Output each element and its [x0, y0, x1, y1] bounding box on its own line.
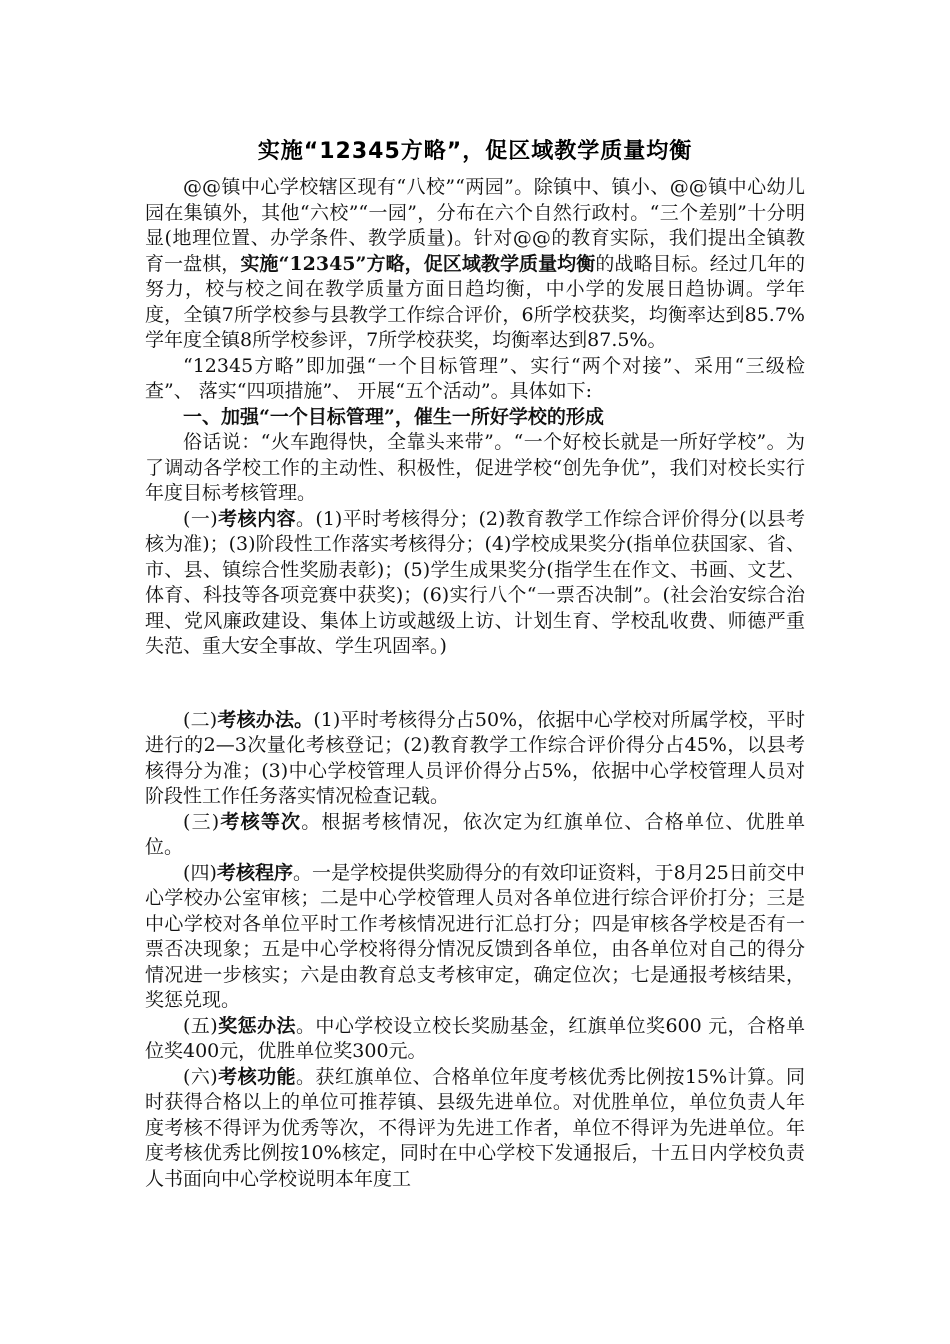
item-4-heading: 考核程序: [216, 861, 294, 884]
item-6-heading: 考核功能: [217, 1065, 296, 1088]
item-assessment-function: [145, 1065, 805, 1193]
item-assessment-method: [145, 708, 805, 810]
intro-text-a: @@镇中心学校辖区现有“八校”“两园”。除镇中、镇小、@@镇中心幼儿园在集镇外，其他“六校”“一园”，分布在六个自然行政村。“三个差别”十分明显(地理位置、办学条件、教学质量)。针对@@的教育实际，我们提出全镇教育一盘棋，: [145, 176, 805, 275]
item-assessment-content: [145, 507, 805, 660]
item-1-number: (一): [183, 507, 218, 530]
item-5-body: 。中心学校设立校长奖励基金，红旗单位奖600 元，合格单位奖400元，优胜单位奖300元。: [145, 1014, 805, 1062]
intro-text-c: 的战略目标。经过几年的努力，校与校之间在教学质量方面日趋均衡，中小学的发展日趋协调。学年度，全镇7所学校参与县教学工作综合评价，6所学校获奖，均衡率达到85.7%学年度全镇8所学校参评，7所学校获奖，均衡率达到87.5%。: [145, 252, 805, 351]
item-1-body: 。(1)平时考核得分；(2)教育教学工作综合评价得分(以县考核为准)；(3)阶段性工作落实考核得分；(4)学校成果奖分(指单位获国家、省、市、县、镇综合性奖励表彰)；(5)学生成果奖分(指学生在作文、书画、文艺、体育、科技等各项竞赛中获奖)；(6)实行八个“一票否决制”。(社会治安综合治理、党风廉政建设、集体上访或越级上访、计划生育、学校乱收费、师德严重失范、重大安全事故、学生巩固率。): [145, 507, 805, 657]
paragraph-saying: 俗话说：“火车跑得快，全靠头来带”。“一个好校长就是一所好学校”。为了调动各学校工作的主动性、积极性，促进学校“创先争优”，我们对校长实行年度目标考核管理。: [145, 431, 805, 504]
item-1-heading: 考核内容: [217, 507, 296, 530]
item-3-number: (三): [183, 810, 220, 833]
item-2-heading: 考核办法。: [217, 708, 314, 731]
document-title: 实施“12345方略”，促区域教学质量均衡: [257, 139, 693, 164]
intro-strategy-bold: 实施“12345”方略，促区域教学质量均衡: [240, 252, 596, 275]
paragraph-intro: [145, 175, 805, 354]
item-5-heading: 奖惩办法: [217, 1014, 296, 1037]
item-3-heading: 考核等次: [219, 810, 302, 833]
item-5-number: (五): [183, 1014, 218, 1037]
item-2-body: (1)平时考核得分占50%，依据中心学校对所属学校，平时进行的2—3次量化考核登记；(2)教育教学工作综合评价得分占45%，以县考核得分为准；(3)中心学校管理人员评价得分占5%，依据中心学校管理人员对阶段性工作任务落实情况检查记载。: [145, 708, 805, 807]
item-6-number: (六): [183, 1065, 218, 1088]
item-4-number: (四): [183, 861, 217, 884]
item-2-number: (二): [183, 708, 218, 731]
item-assessment-grades: [145, 810, 805, 861]
item-3-body: 。根据考核情况，依次定为红旗单位、合格单位、优胜单位。: [145, 810, 805, 858]
item-assessment-procedure: [145, 861, 805, 1014]
paragraph-overview: “12345方略”即加强“一个目标管理”、实行“两个对接”、采用“三级检查”、 落实“四项措施”、 开展“五个活动”。具体如下:: [145, 354, 805, 402]
item-6-body: 。获红旗单位、合格单位年度考核优秀比例按15%计算。同时获得合格以上的单位可推荐镇、县级先进单位。对优胜单位，单位负责人年度考核不得评为优秀等次，不得评为先进工作者，单位不得评为先进单位。年度考核优秀比例按10%核定，同时在中心学校下发通报后，十五日内学校负责人书面向中心学校说明本年度工: [145, 1065, 805, 1190]
blank-gap: [145, 660, 805, 708]
item-rewards: [145, 1014, 805, 1065]
document-body: [145, 134, 805, 1192]
section-heading-one: 一、加强“一个目标管理”，催生一所好学校的形成: [183, 405, 604, 428]
item-4-body: 。一是学校提供奖励得分的有效印证资料，于8月25日前交中心学校办公室审核；二是中心学校管理人员对各单位进行综合评价打分；三是中心学校对各单位平时工作考核情况进行汇总打分；四是审核各学校是否有一票否决现象；五是中心学校将得分情况反馈到各单位，由各单位对自己的得分情况进一步核实；六是由教育总支考核审定，确定位次；七是通报考核结果，奖惩兑现。: [145, 861, 805, 1011]
